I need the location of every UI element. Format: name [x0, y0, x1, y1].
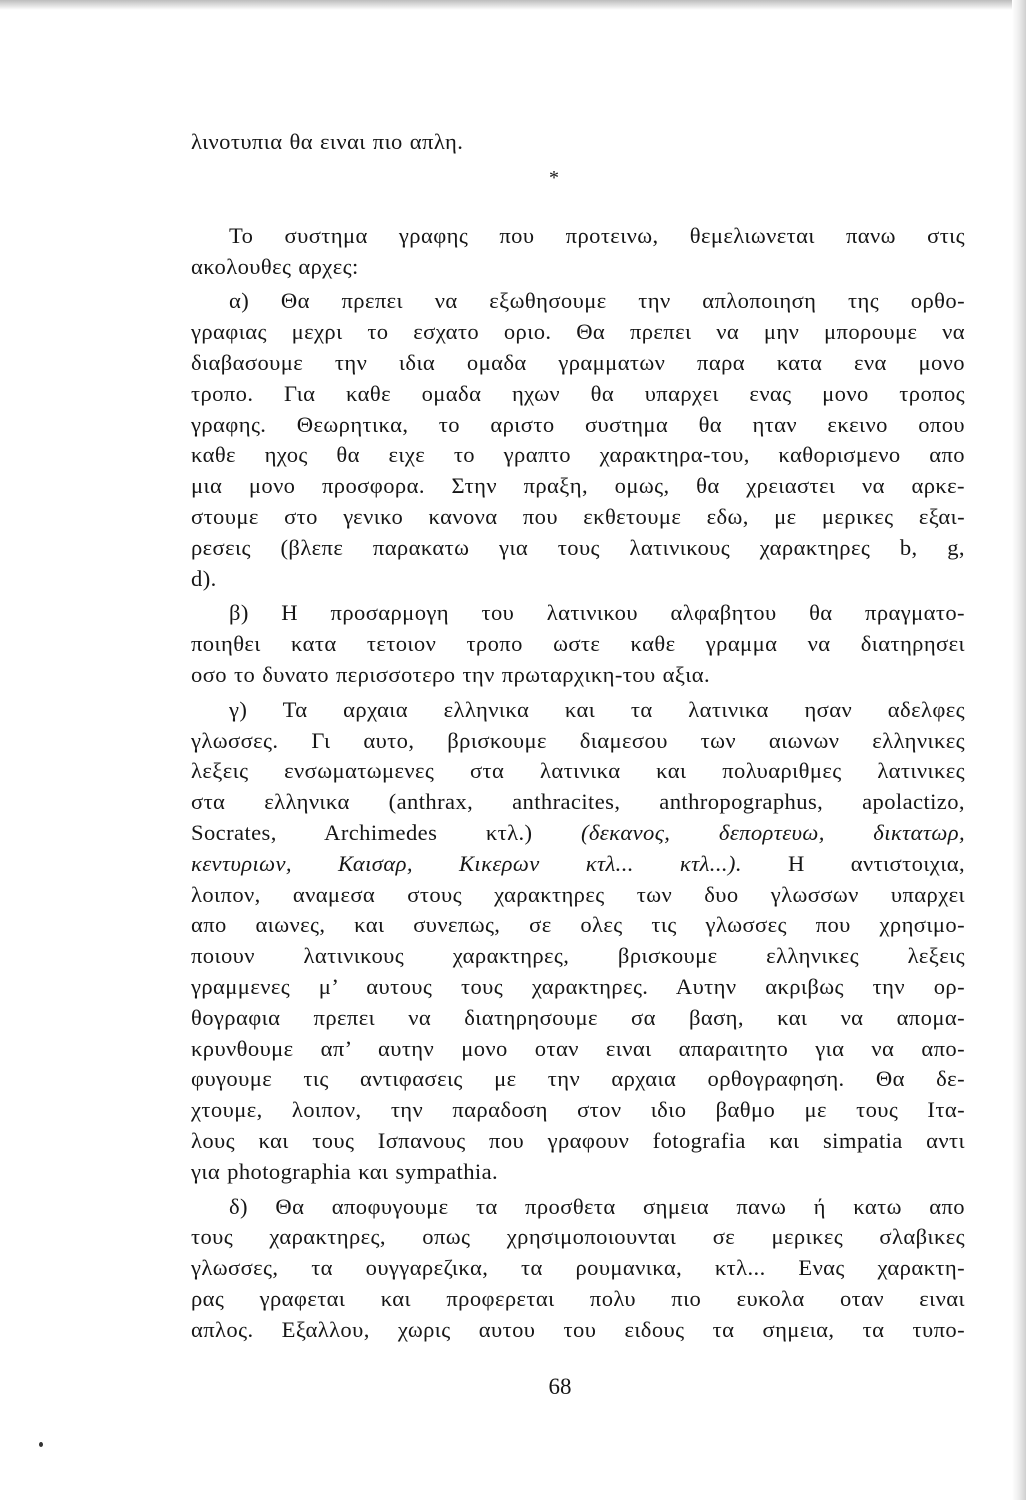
text-line: β) Η προσαρμογη του λατινικου αλφαβητου θα πραγματο- — [229, 600, 965, 626]
paragraph-principle-d — [191, 1192, 965, 1346]
text-line: οσο το δυνατο περισσοτερο την πρωταρχικη-του αξια. — [191, 661, 711, 687]
text-line: δ) Θα αποφυγουμε τα προσθετα σημεια πανω ή κατω απο — [229, 1193, 965, 1219]
page-number — [0, 1372, 1026, 1402]
text-line: γραφιας μεχρι το εσχατο οριο. Θα πρεπει να μην μπορουμε να — [191, 319, 965, 345]
text-line: ρεσεις (βλεπε παρακατω για τους λατινικους χαρακτηρες b, g, — [191, 534, 965, 560]
paragraph-intro — [191, 221, 965, 283]
text-line: γ) Τα αρχαια ελληνικα και τα λατινικα ησαν αδελφες — [229, 696, 965, 722]
text-line: ρας γραφεται και προφερεται πολυ πιο ευκολα οταν ειναι — [191, 1285, 965, 1311]
text-line: κρυνθουμε απ’ αυτην μονο οταν ειναι απαραιτητο για να απο- — [191, 1035, 965, 1061]
paragraph-principle-a — [191, 286, 965, 594]
text-line: λοιπον, αναμεσα στους χαρακτηρες των δυο γλωσσων υπαρχει — [191, 881, 965, 907]
page-number-value: 68 — [548, 1374, 572, 1399]
paragraph-principle-c — [191, 695, 965, 1188]
text-line: τους χαρακτηρες, οπως χρησιμοποιουνται σε μερικες σλαβικες — [191, 1224, 965, 1250]
text-segment: Socrates, Archimedes κτλ.) — [191, 819, 581, 845]
text-line: ακολουθες αρχες: — [191, 253, 359, 279]
text-line: λεξεις ενσωματωμενες στα λατινικα και πολυαριθμες λατινικες — [191, 758, 965, 784]
scan-dust-speck — [39, 1442, 43, 1447]
page-right-edge-shadow — [1012, 0, 1026, 1500]
text-line: Το συστημα γραφης που προτεινω, θεμελιωνεται πανω στις — [229, 222, 965, 248]
text-line: καθε ηχος θα ειχε το γραπτο χαρακτηρα-του, καθορισμενο απο — [191, 442, 965, 468]
text-line: απο αιωνες, και συνεπως, σε ολες τις γλωσσες που χρησιμο- — [191, 912, 965, 938]
italic-text-segment: (δεκανος, δεπορτευω, δικτατωρ, — [580, 819, 966, 845]
text-line: γραφης. Θεωρητικα, το αριστο συστημα θα ηταν εκεινο οπου — [191, 411, 965, 437]
text-line: φυγουμε τις αντιφασεις με την αρχαια ορθογραφηση. Θα δε- — [191, 1066, 965, 1092]
section-separator — [191, 168, 965, 190]
text-line: τροπο. Για καθε ομαδα ηχων θα υπαρχει ενας μονο τροπος — [191, 380, 965, 406]
text-line: α) Θα πρεπει να εξωθησουμε την απλοποιηση της ορθο- — [229, 288, 965, 314]
text-line: χτουμε, λοιπον, την παραδοση στον ιδιο βαθμο με τους Ιτα- — [191, 1097, 965, 1123]
text-line: διαβασουμε την ιδια ομαδα γραμματων παρα κατα ενα μονο — [191, 349, 965, 375]
text-line: γραμμενες μ’ αυτους τους χαρακτηρες. Αυτην ακριβως την ορ- — [191, 973, 965, 999]
text-line: γλωσσες. Γι αυτο, βρισκουμε διαμεσου των αιωνων ελληνικες — [191, 727, 965, 753]
text-line: στουμε στο γενικο κανονα που εκθετουμε εδω, με μερικες εξαι- — [191, 503, 965, 529]
text-line: μια μονο προσφορα. Στην πραξη, ομως, θα χρειαστει να αρκε- — [191, 473, 965, 499]
text-line: θογραφια πρεπει να διατηρησουμε σα βαση, και να απομα- — [191, 1004, 965, 1030]
body-text — [191, 127, 965, 1345]
text-line: ποιηθει κατα τετοιον τροπο ωστε καθε γραμμα να διατηρησει — [191, 631, 965, 657]
paragraph-principle-b — [191, 598, 965, 690]
text-line: λινοτυπια θα ειναι πιο απλη. — [191, 129, 464, 154]
text-segment: Η αντιστοιχια, — [741, 850, 965, 876]
italic-text-segment: κεντυριων, Καισαρ, Κικερων κτλ... κτλ...). — [191, 850, 742, 876]
text-line — [191, 818, 965, 849]
text-line: απλος. Εξαλλου, χωρις αυτου του ειδους τα σημεια, τα τυπο- — [191, 1316, 965, 1342]
text-line: γλωσσες, τα ουγγαρεζικα, τα ρουμανικα, κτλ... Ενας χαρακτη- — [191, 1255, 965, 1281]
text-line: λους και τους Ισπανους που γραφουν fotografia και simpatia αντι — [191, 1127, 965, 1153]
text-line: στα ελληνικα (anthrax, anthracites, anthropographus, apolactizo, — [191, 789, 965, 815]
text-line: d). — [191, 565, 217, 591]
text-line: ποιουν λατινικους χαρακτηρες, βρισκουμε ελληνικες λεξεις — [191, 943, 965, 969]
asterisk-ornament: * — [549, 166, 559, 189]
text-line — [191, 849, 965, 880]
text-line: για photographia και sympathia. — [191, 1158, 499, 1184]
page-top-edge-shadow — [0, 0, 1026, 10]
